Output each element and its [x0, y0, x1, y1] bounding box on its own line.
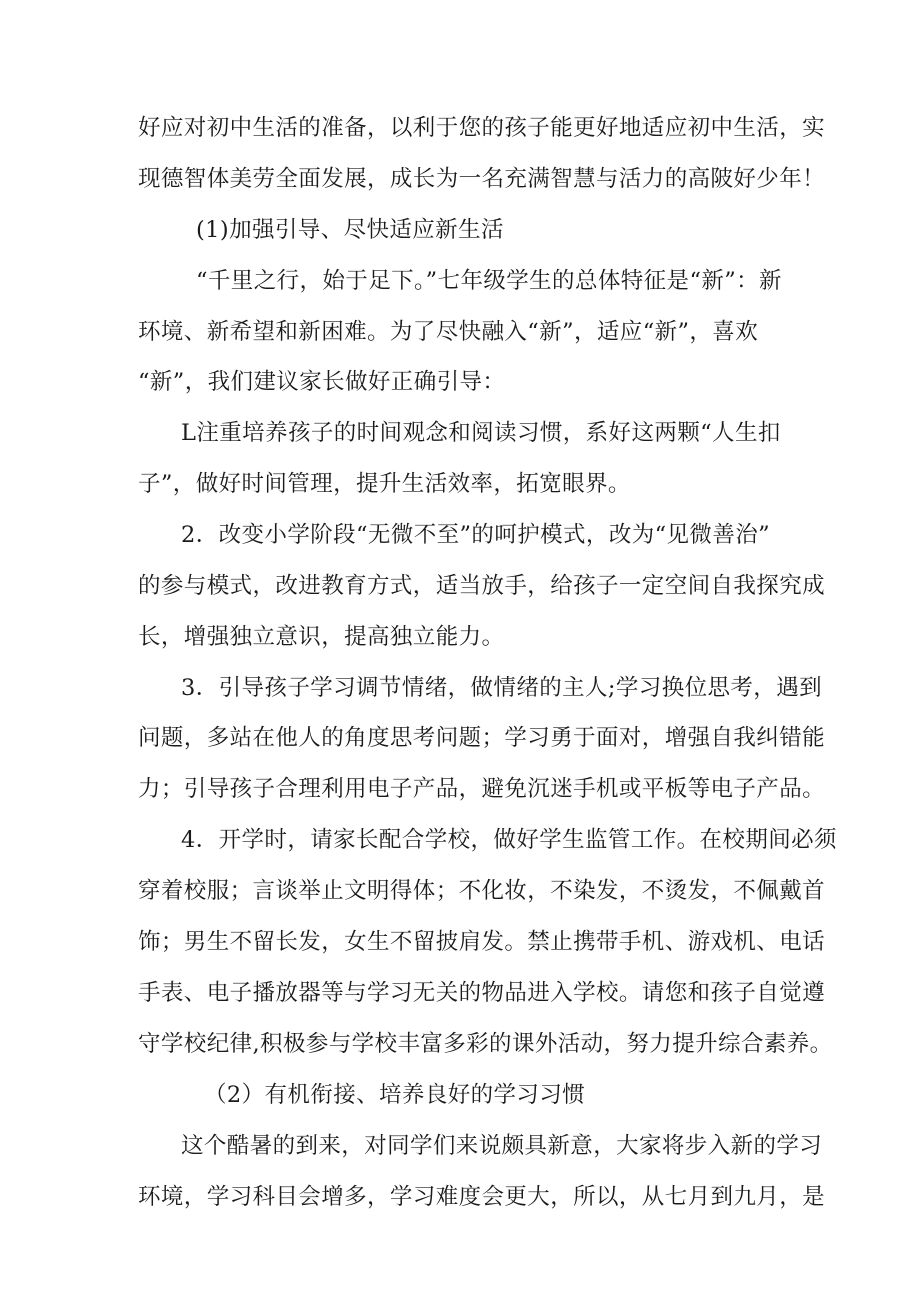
list-item-line: 3．引导孩子学习调节情绪，做情绪的主人;学习换位思考，遇到 — [181, 675, 822, 701]
list-item-line: 的参与模式，改进教育方式，适当放手，给孩子一定空间自我探究成 — [138, 573, 826, 599]
list-item-line: 穿着校服；言谈举止文明得体；不化妆，不染发，不烫发，不佩戴首 — [138, 878, 826, 904]
list-item-line: 4．开学时，请家长配合学校，做好学生监管工作。在校期间必须 — [181, 827, 837, 853]
paragraph-line: 现德智体美劳全面发展，成长为一名充满智慧与活力的高陂好少年！ — [138, 166, 826, 192]
list-item-line: 问题，多站在他人的角度思考问题；学习勇于面对，增强自我纠错能 — [138, 725, 826, 751]
paragraph-line: 好应对初中生活的准备，以利于您的孩子能更好地适应初中生活，实 — [138, 115, 826, 141]
list-item-line: L注重培养孩子的时间观念和阅读习惯，系好这两颗“人生扣 — [181, 420, 781, 446]
list-item-line: 2．改变小学阶段“无微不至”的呵护模式，改为“见微善治” — [181, 522, 771, 548]
paragraph-line: 环境，学习科目会增多，学习难度会更大，所以，从七月到九月，是 — [138, 1184, 826, 1210]
section-heading: （2）有机衔接、培养良好的学习习惯 — [204, 1082, 586, 1108]
paragraph-line: 这个酷暑的到来，对同学们来说颇具新意，大家将步入新的学习 — [181, 1133, 823, 1159]
paragraph-line: “新”，我们建议家长做好正确引导： — [138, 369, 506, 395]
list-item-line: 饰；男生不留长发，女生不留披肩发。禁止携带手机、游戏机、电话 — [138, 929, 826, 955]
list-item-line: 子”，做好时间管理，提升生活效率，拓宽眼界。 — [138, 471, 631, 497]
list-item-line: 手表、电子播放器等与学习无关的物品进入学校。请您和孩子自觉遵 — [138, 980, 826, 1006]
paragraph-line: 环境、新希望和新困难。为了尽快融入“新”，适应“新”，喜欢 — [138, 319, 759, 345]
list-item-line: 力；引导孩子合理利用电子产品，避免沉迷手机或平板等电子产品。 — [138, 776, 826, 802]
paragraph-line: “千里之行，始于足下。”七年级学生的总体特征是“新”：新 — [196, 268, 782, 294]
section-heading: (1)加强引导、尽快适应新生活 — [196, 217, 504, 243]
list-item-line: 长，增强独立意识，提高独立能力。 — [138, 624, 505, 650]
list-item-line: 守学校纪律,积极参与学校丰富多彩的课外活动，努力提升综合素养。 — [138, 1031, 833, 1057]
